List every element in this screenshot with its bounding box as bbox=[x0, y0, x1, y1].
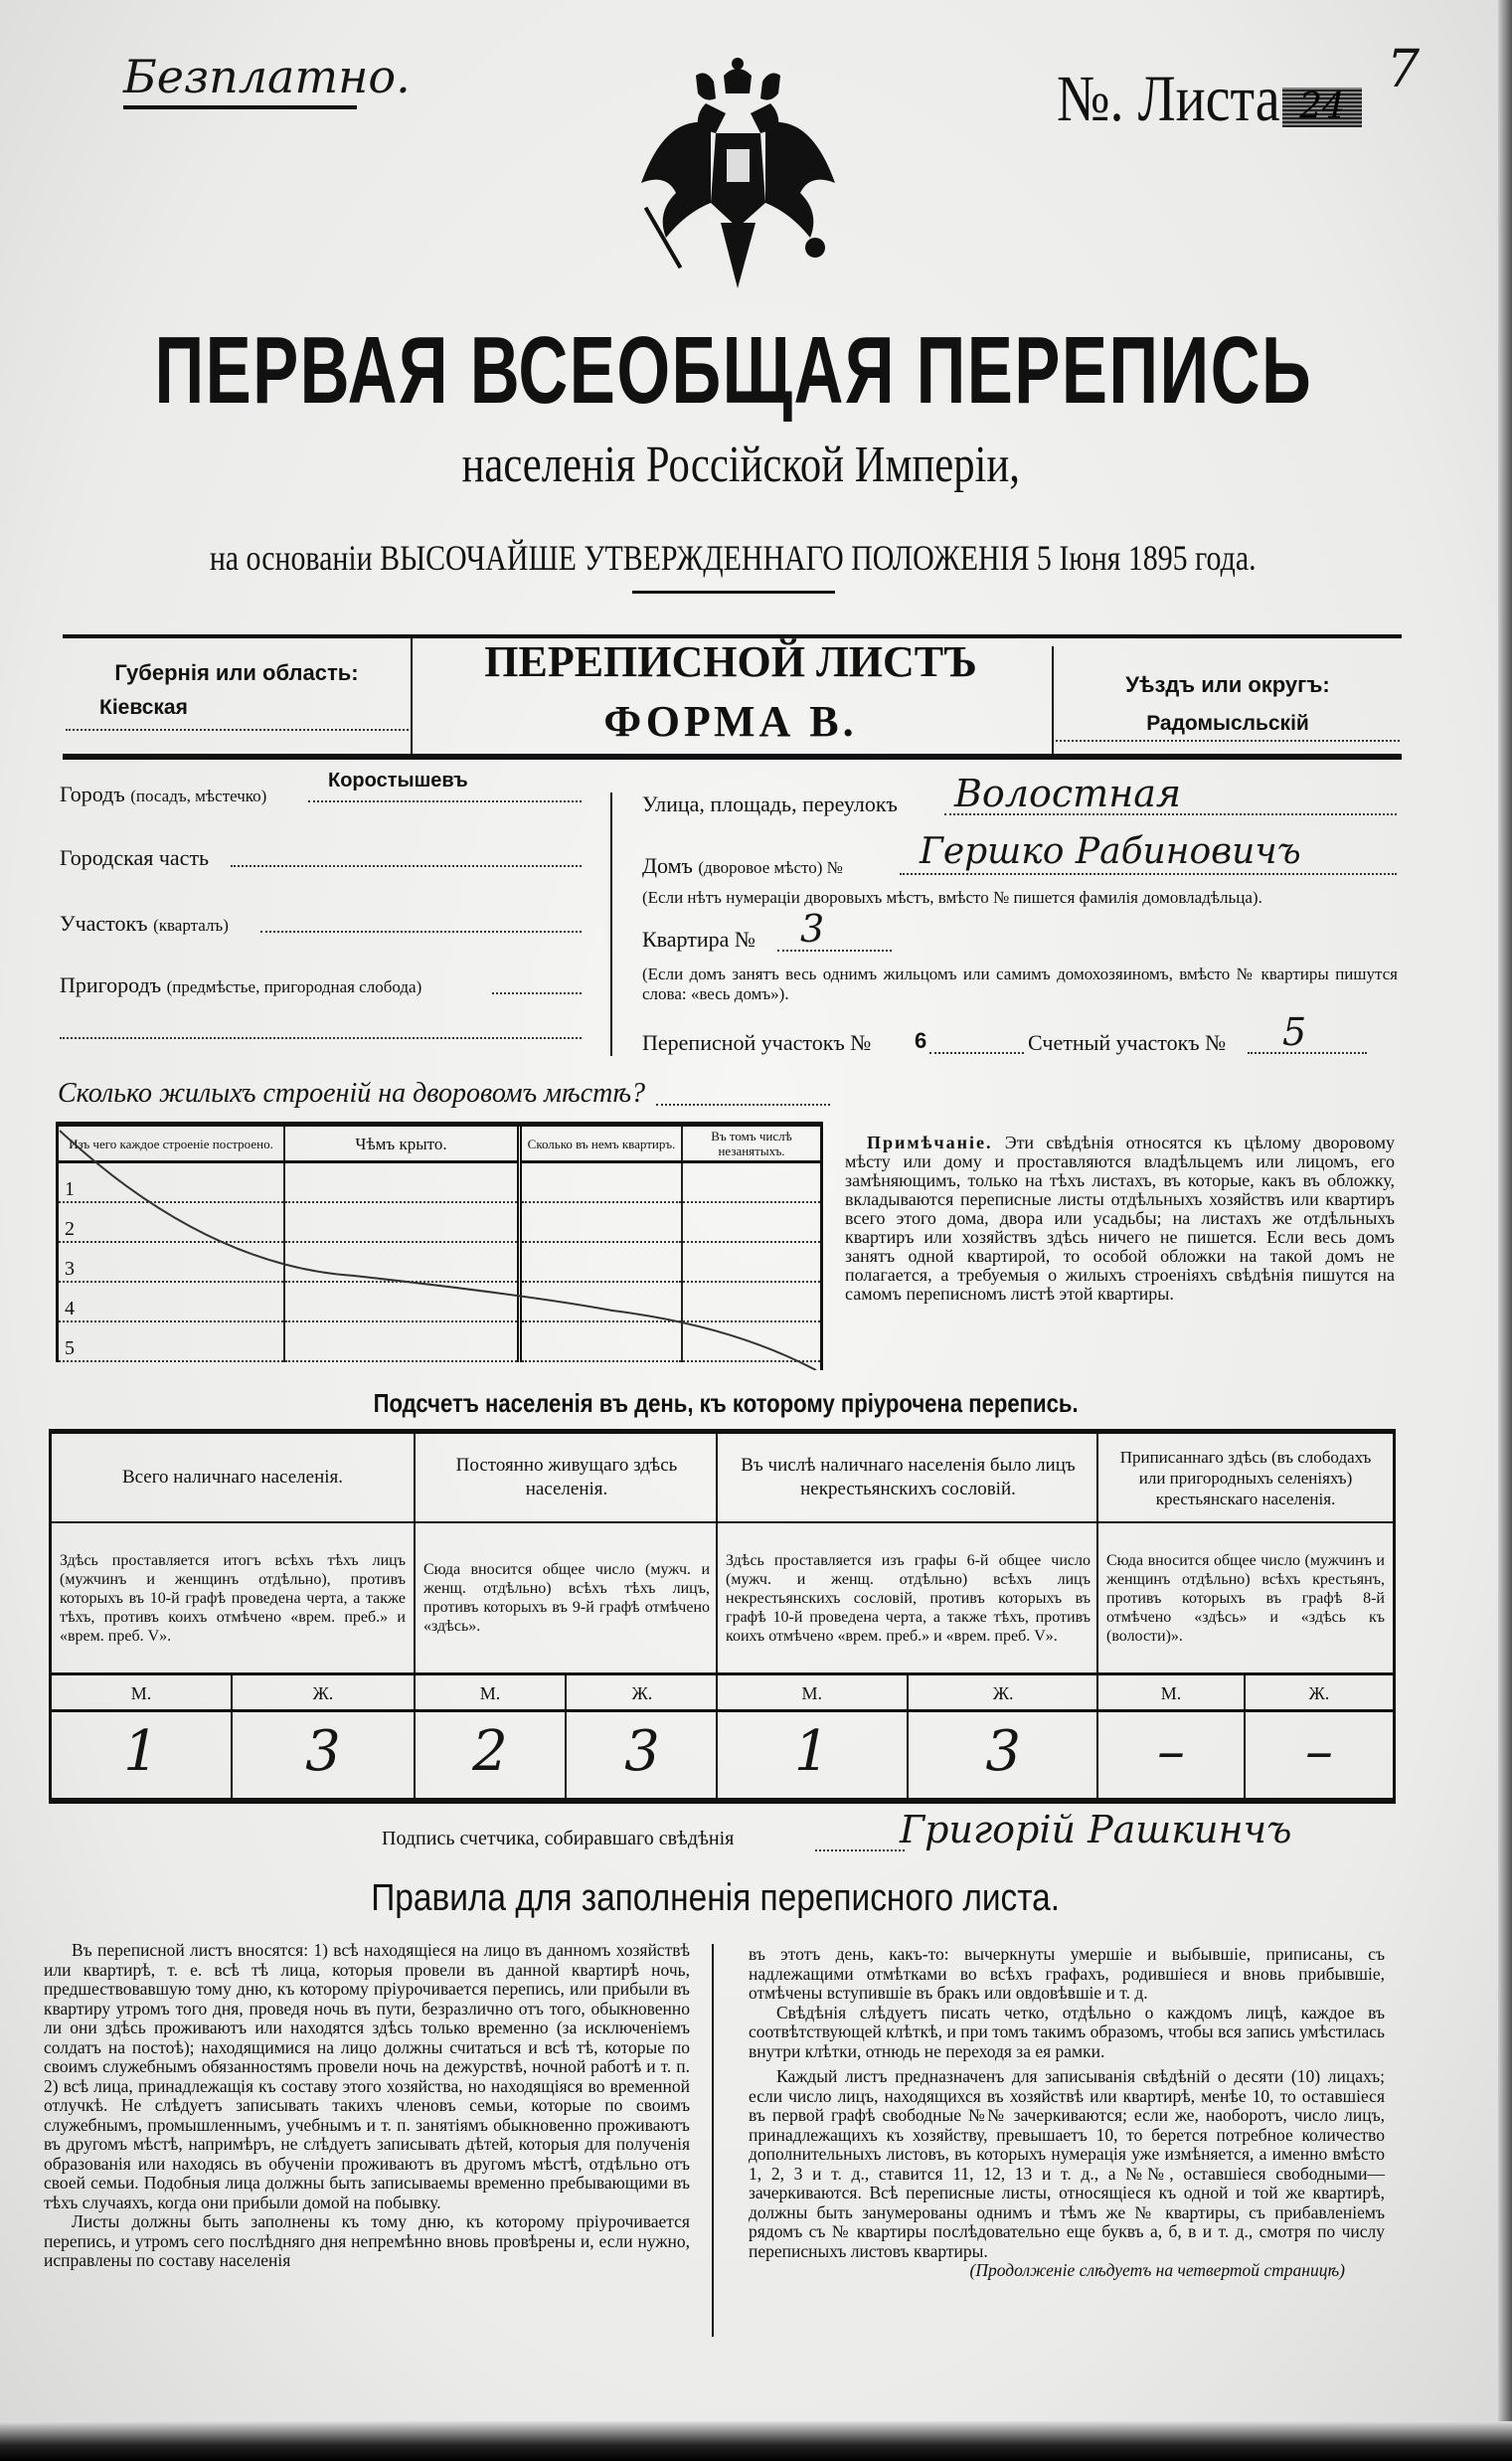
free-label: Безплатно. bbox=[123, 50, 411, 103]
buildings-col-roof: Чѣмъ крыто. bbox=[284, 1127, 520, 1162]
male-value: – bbox=[1098, 1712, 1246, 1798]
note-text: Эти свѣдѣнія относятся къ цѣлому дворовому мѣсту или дому и проставляются владѣльцемъ или лицомъ, его замѣняющимъ, только на тѣхъ листахъ, въ которые, какъ въ обложку, вкладываются переписные листы отдѣльныхъ хозяйствъ или квартиръ всего этого дома, двора или усадьбы; на листахъ же отдѣльныхъ квартиръ или хозяйствъ здѣсь ничего не пишется. Если весь домъ занятъ одной квартирой, то особой обложки на такой домъ не полагается, а требуемыя о жилыхъ строеніяхъ свѣдѣнія пишутся на самомъ переписномъ листѣ этой квартиры. bbox=[845, 1133, 1395, 1304]
uezd-label: Уѣздъ или округъ: bbox=[1125, 672, 1330, 697]
male-label: М. bbox=[718, 1675, 909, 1712]
male-label: М. bbox=[416, 1675, 567, 1712]
col-header: Постоянно живущаго здѣсь населенія. bbox=[416, 1434, 718, 1523]
population-col-permanent bbox=[414, 1434, 718, 1798]
house-label-text: Домъ bbox=[642, 853, 693, 878]
city-line bbox=[308, 800, 582, 802]
imperial-eagle-icon bbox=[636, 54, 840, 288]
count-section-label: Счетный участокъ № bbox=[1028, 1030, 1227, 1055]
house-note: (Если нѣтъ нумераціи дворовыхъ мѣстъ, вмѣсто № пишется фамилія домовладѣльца). bbox=[642, 888, 1262, 907]
rules-column-divider bbox=[712, 1944, 714, 2337]
col-desc: Здѣсь проставляется итогъ всѣхъ тѣхъ лицъ (мужчинъ и женщинъ отдѣльно), противъ которыхъ въ 10-й графѣ проведена черта, а также тѣхъ, противъ коихъ отмѣчено «врем. преб.» и «врем. преб. V». bbox=[52, 1523, 414, 1675]
buildings-note bbox=[845, 1134, 1395, 1304]
buildings-col-apartments: Сколько въ немъ квартиръ. bbox=[520, 1127, 683, 1162]
female-value: 3 bbox=[985, 1719, 1022, 1784]
form-box-bottom-rule bbox=[63, 754, 1402, 760]
male-value: 1 bbox=[52, 1712, 233, 1798]
rules-title: Правила для заполненія переписного листа. bbox=[371, 1877, 1061, 1919]
suburb-line-2 bbox=[60, 1037, 582, 1039]
basis-text: на основаніи ВЫСОЧАЙШЕ УТВЕРЖДЕННАГО ПОЛОЖЕНІЯ 5 Іюня 1895 года. bbox=[209, 538, 1257, 578]
row-number: 3 bbox=[58, 1242, 285, 1282]
city-value: Коростышевъ bbox=[328, 770, 468, 791]
census-section-value: 6 bbox=[915, 1028, 927, 1053]
male-label: М. bbox=[1098, 1675, 1246, 1712]
street-line bbox=[944, 813, 1397, 815]
buildings-question-line bbox=[656, 1104, 830, 1106]
col-header: Всего наличнаго населенія. bbox=[52, 1434, 414, 1523]
sheet-title: ПЕРЕПИСНОЙ ЛИСТЪ bbox=[484, 637, 977, 686]
row-number: 1 bbox=[58, 1162, 285, 1203]
buildings-question: Сколько жилыхъ строеній на дворовомъ мѣстѣ? bbox=[58, 1078, 646, 1109]
row-number: 2 bbox=[58, 1202, 285, 1242]
count-section-value: 5 bbox=[1282, 1010, 1307, 1054]
female-label: Ж. bbox=[1246, 1675, 1393, 1712]
form-box-divider-right bbox=[1052, 646, 1054, 754]
corner-mark: 7 bbox=[1387, 40, 1421, 99]
gubernia-value: Кіевская bbox=[99, 696, 188, 719]
sheet-number-value: 24 bbox=[1282, 88, 1362, 127]
apartment-note: (Если домъ занятъ весь однимъ жильцомъ или самимъ домохозяиномъ, вмѣсто № квартиры пишутся слова: «весь домъ»). bbox=[642, 965, 1398, 1003]
census-section-line bbox=[929, 1052, 1024, 1054]
male-label: М. bbox=[52, 1675, 233, 1712]
house-hint: (дворовое мѣсто) № bbox=[698, 858, 843, 877]
note-title: Примѣчаніе. bbox=[867, 1133, 993, 1152]
buildings-col-material: Изъ чего каждое строеніе построено. bbox=[58, 1127, 285, 1162]
precinct-label-text: Участокъ bbox=[60, 911, 148, 936]
col-desc: Здѣсь проставляется изъ графы 6-й общее число (мужч. и женщ. отдѣльно) всѣхъ лицъ некрестьянскихъ сословій, противъ которыхъ въ графѣ 10-й проведена черта, а также тѣхъ, противъ коихъ отмѣчено «врем. преб.» и «врем. преб. V». bbox=[718, 1523, 1098, 1675]
population-title: Подсчетъ населенія въ день, къ которому пріурочена перепись. bbox=[373, 1388, 1079, 1418]
city-label-text: Городъ bbox=[60, 782, 125, 806]
street-value: Волостная bbox=[954, 772, 1182, 815]
house-label bbox=[642, 853, 843, 879]
precinct-line bbox=[260, 931, 582, 933]
city-hint: (посадъ, мѣстечко) bbox=[130, 787, 267, 805]
page-bottom-shadow bbox=[0, 2421, 1512, 2461]
col-desc: Сюда вносится общее число (мужчинъ и женщинъ отдѣльно) всѣхъ крестьянъ, противъ которыхъ въ графѣ 8-й отмѣчено «здѣсь» и «здѣсь къ (волости)». bbox=[1098, 1523, 1393, 1675]
page-title: ПЕРВАЯ ВСЕОБЩАЯ ПЕРЕПИСЬ bbox=[154, 317, 1313, 424]
signature-label: Подпись счетчика, собиравшаго свѣдѣнія bbox=[382, 1828, 735, 1849]
strike-through-line bbox=[56, 1127, 820, 1370]
female-label: Ж. bbox=[567, 1675, 718, 1712]
gubernia-label: Губернія или область: bbox=[114, 660, 359, 685]
population-col-non-peasant bbox=[716, 1434, 1098, 1798]
col-header: Приписаннаго здѣсь (въ слободахъ или пригородныхъ селеніяхъ) крестьянскаго населенія. bbox=[1098, 1434, 1393, 1523]
uezd-line bbox=[1056, 740, 1400, 742]
population-table bbox=[49, 1429, 1396, 1804]
female-value: – bbox=[1305, 1719, 1333, 1784]
district-line bbox=[231, 865, 582, 867]
suburb-label bbox=[60, 972, 421, 998]
apartment-label: Квартира № bbox=[642, 927, 756, 952]
house-value: Гершко Рабиновичъ bbox=[920, 831, 1301, 872]
uezd-value: Радомысльскій bbox=[1146, 712, 1309, 735]
subtitle-wrap bbox=[381, 436, 1100, 494]
gubernia-line bbox=[66, 729, 409, 731]
census-section-label: Переписной участокъ № bbox=[642, 1030, 872, 1055]
rules-paragraph: Въ переписной листъ вносятся: 1) всѣ находящіеся на лицо въ данномъ хозяйствѣ или квартирѣ, т. е. всѣ тѣ лица, которыя провели въ данной квартирѣ ночь, предшествовавшую тому дню, къ которому пріурочивается перепись, или прибыли въ квартиру утромъ того дня, проведя ночь въ пути, безразлично отъ того, обыкновенно ли они здѣсь проживаютъ или находятся здѣсь только временно (за исключеніемъ солдатъ на постоѣ); находящимися на лицо должны считаться и всѣ тѣ, которые по своимъ служебнымъ обязанностямъ провели ночь на дежурствѣ, ночной работѣ и т. п. 2) всѣ лица, принадлежащія къ составу этого хозяйства, но находящіяся во временной отлучкѣ. Не слѣдуетъ записывать такихъ членовъ семьи, которые по своимъ служебнымъ, промышленнымъ, учебнымъ и т. п. занятіямъ обыкновенно проживаютъ въ другомъ мѣстѣ, напримѣръ, не слѣдуетъ записывать дѣтей, которыя для полученія образованія или находясь въ обученіи проживаютъ въ другомъ мѣстѣ, отдѣльно отъ своей семьи. Подобныя лица должны быть записываемы временно пребывающими въ тѣхъ случаяхъ, когда они прибыли домой на побывку. bbox=[44, 1940, 690, 2212]
rules-paragraph: Свѣдѣнія слѣдуетъ писать четко, отдѣльно о каждомъ лицѣ, каждое въ соотвѣтствующей клѣткѣ, и при томъ такимъ образомъ, чтобы вся запись умѣстилась внутри клѣтки, отнюдь не переходя за ея рамки. bbox=[749, 2002, 1385, 2061]
buildings-table-frame bbox=[56, 1122, 823, 1370]
signature-line bbox=[815, 1849, 905, 1851]
suburb-line bbox=[492, 992, 582, 994]
rules-title-wrap bbox=[268, 1877, 1163, 1920]
address-divider bbox=[610, 792, 612, 1056]
subtitle: населенія Россійской Имперіи, bbox=[461, 437, 1020, 493]
street-label: Улица, площадь, переулокъ bbox=[642, 791, 898, 816]
female-value: 3 bbox=[624, 1719, 660, 1784]
count-section-line bbox=[1248, 1052, 1367, 1054]
free-label-underline bbox=[123, 105, 357, 109]
female-label: Ж. bbox=[233, 1675, 414, 1712]
divider bbox=[632, 591, 835, 594]
male-value: 2 bbox=[416, 1712, 567, 1798]
apartment-line bbox=[777, 950, 892, 952]
house-line bbox=[900, 873, 1397, 875]
population-col-peasant bbox=[1096, 1434, 1393, 1798]
sheet-number bbox=[1057, 62, 1319, 137]
precinct-label bbox=[60, 911, 229, 937]
form-title: ФОРМА В. bbox=[603, 697, 858, 746]
city-label bbox=[60, 782, 266, 807]
rules-paragraph: Каждый листъ предназначенъ для записыванія свѣдѣній о десяти (10) лицахъ; если число лицъ, находящихся въ хозяйствѣ или квартирѣ, менѣе 10, то оставшіеся въ первой графѣ свободные №№ зачеркиваются; если же, наоборотъ, число лицъ, принадлежащихъ къ хозяйству, превышаетъ 10, то берется потребное количество дополнительныхъ листовъ, въ которыхъ нумерація уже измѣняется, а именно вмѣсто 1, 2, 3 и т. д., ставится 11, 12, 13 и т. д., а №№, оставшіеся свободными—зачеркиваются. Всѣ переписные листы, относящіеся къ одной и той же квартирѣ, должны быть занумерованы однимъ и тѣмъ же № квартиры, съ прибавленіемъ рядомъ съ № квартиры послѣдовательно еще буквъ а, б, в и т. д., смотря по числу переписныхъ листовъ квартиры. bbox=[749, 2066, 1385, 2261]
sheet-number-label: №. Листа bbox=[1057, 63, 1280, 135]
col-desc: Сюда вносится общее число (мужч. и женщ. отдѣльно) всѣхъ тѣхъ лицъ, противъ которыхъ въ 9-й графѣ отмѣчено «здѣсь». bbox=[416, 1523, 718, 1675]
rules-right-column bbox=[749, 1945, 1385, 2281]
district-label: Городская часть bbox=[60, 845, 210, 870]
suburb-hint: (предмѣстье, пригородная слобода) bbox=[166, 977, 422, 996]
rules-paragraph: въ этотъ день, какъ-то: вычеркнуты умершіе и выбывшіе, приписаны, съ надлежащими отмѣтками во всѣхъ графахъ, родившіеся и вновь прибывшіе, отмѣчены вступившіе въ бракъ или овдовѣвшіе и т. д. bbox=[749, 1944, 1385, 2003]
population-title-wrap bbox=[298, 1388, 1153, 1419]
population-col-total bbox=[52, 1434, 414, 1798]
page-edge-shadow bbox=[1498, 0, 1512, 2461]
rules-left-column bbox=[44, 1941, 690, 2271]
apartment-value: 3 bbox=[800, 907, 825, 951]
male-value: 1 bbox=[718, 1712, 909, 1798]
continued-note: (Продолженіе слѣдуетъ на четвертой страницѣ) bbox=[969, 2260, 1345, 2280]
basis-wrap bbox=[123, 537, 1342, 579]
buildings-col-vacant: Въ томъ числѣ незанятыхъ. bbox=[682, 1127, 820, 1162]
row-number: 4 bbox=[58, 1282, 285, 1321]
rules-paragraph: Листы должны быть заполнены къ тому дню, къ которому пріурочивается перепись, и утромъ сего послѣдняго дня непремѣнно вновь провѣрены и, если нужно, исправлены по составу населенія bbox=[44, 2211, 690, 2270]
female-value: 3 bbox=[305, 1719, 341, 1784]
signature-value: Григорій Рашкинчъ bbox=[900, 1808, 1292, 1851]
female-label: Ж. bbox=[909, 1675, 1099, 1712]
page-title-wrap bbox=[154, 316, 1313, 426]
suburb-label-text: Пригородъ bbox=[60, 972, 162, 997]
precinct-hint: (кварталъ) bbox=[153, 916, 229, 935]
row-number: 5 bbox=[58, 1321, 285, 1361]
col-header: Въ числѣ наличнаго населенія было лицъ некрестьянскихъ сословій. bbox=[718, 1434, 1098, 1523]
form-box-divider-left bbox=[411, 634, 413, 754]
